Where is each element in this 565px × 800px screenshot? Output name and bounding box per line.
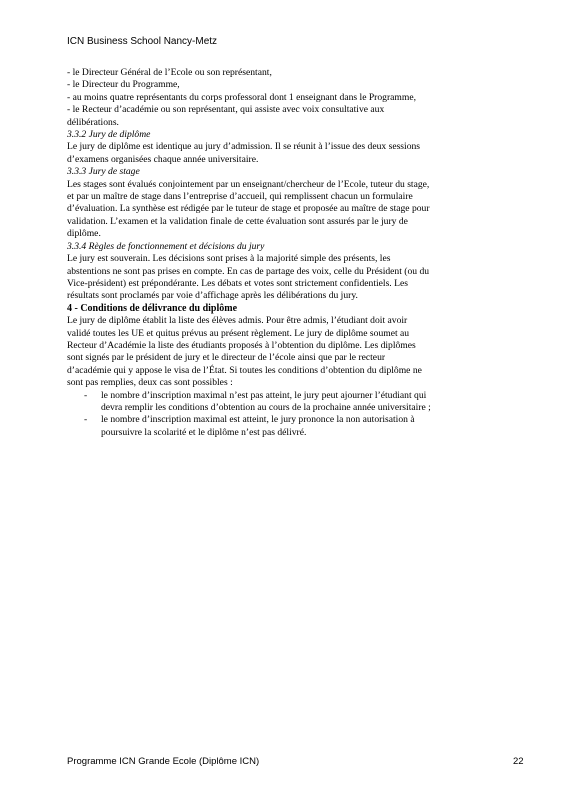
text-line: Le jury de diplôme est identique au jury d’admission. Il se réunit à l’issue des deux sessions	[67, 141, 421, 153]
text-line: sont signés par le président de jury et le directeur de l’école ainsi que par le recteur	[67, 352, 386, 364]
list-item: délibérations.	[67, 116, 119, 128]
bullet-item	[67, 414, 497, 439]
section-heading-4: 4 - Conditions de délivrance du diplôme	[67, 302, 238, 314]
text-line: d’académie qui y appose le visa de l’État. Si toutes les conditions d’obtention du diplôme ne	[67, 364, 422, 376]
footer-program-title: Programme ICN Grande Ecole (Diplôme ICN)	[67, 756, 260, 767]
page-number: 22	[513, 756, 524, 767]
list-item: - le Directeur du Programme,	[67, 79, 180, 91]
text-line: d’évaluation. La synthèse est rédigée par le tuteur de stage et proposée au maître de stage pour	[67, 203, 430, 215]
section-heading-333: 3.3.3 Jury de stage	[67, 166, 140, 178]
text-line: validé toutes les UE et quitus prévus au présent règlement. Le jury de diplôme soumet au	[67, 327, 410, 339]
section-body-334	[67, 253, 497, 303]
section-heading-334: 3.3.4 Règles de fonctionnement et décisions du jury	[67, 240, 265, 252]
text-line: devra remplir les conditions d’obtention au cours de la prochaine année universitaire ;	[101, 401, 431, 413]
text-line: Le jury de diplôme établit la liste des élèves admis. Pour être admis, l’étudiant doit avoir	[67, 315, 408, 327]
jury-members-list	[67, 67, 497, 129]
section-heading-332: 3.3.2 Jury de diplôme	[67, 129, 151, 141]
conditions-bullet-list	[67, 390, 497, 440]
text-line: Vice-président) est prépondérante. Les débats et votes sont strictement confidentiels. Les	[67, 277, 408, 289]
text-line: validation. L’examen et la validation finale de cette évaluation sont assurés par le jury de	[67, 215, 408, 227]
text-line: poursuivre la scolarité et le diplôme n’est pas délivré.	[101, 426, 307, 438]
text-line: Recteur d’Académie la liste des étudiants proposés à l’obtention du diplôme. Les diplômes	[67, 339, 416, 351]
bullet-dash: -	[84, 389, 88, 401]
text-line: résultats sont proclamés par voie d’affichage après les délibérations du jury.	[67, 290, 358, 302]
list-item: - le Directeur Général de l’Ecole ou son représentant,	[67, 67, 272, 78]
bullet-dash: -	[84, 414, 88, 426]
page-header: ICN Business School Nancy-Metz	[67, 36, 218, 47]
section-body-4	[67, 315, 497, 389]
list-item: - au moins quatre représentants du corps professoral dont 1 enseignant dans le Programme,	[67, 91, 417, 103]
text-line: et par un maître de stage dans l’entreprise d’accueil, qui remplissent chacun un formulaire	[67, 191, 413, 203]
text-line: d’examens organisées chaque année universitaire.	[67, 153, 259, 165]
text-line: Le jury est souverain. Les décisions sont prises à la majorité simple des présents, les	[67, 253, 391, 265]
section-body-332	[67, 141, 497, 166]
text-line: le nombre d’inscription maximal est atteint, le jury prononce la non autorisation à	[101, 414, 415, 426]
text-line: abstentions ne sont pas prises en compte. En cas de partage des voix, celle du Président (ou du	[67, 265, 430, 277]
text-line: diplôme.	[67, 228, 101, 240]
bullet-item	[67, 390, 497, 415]
list-item: - le Recteur d’académie ou son représentant, qui assiste avec voix consultative aux	[67, 104, 385, 116]
text-line: Les stages sont évalués conjointement par un enseignant/chercheur de l’Ecole, tuteur du stage,	[67, 178, 430, 190]
text-line: le nombre d’inscription maximal n’est pas atteint, le jury peut ajourner l’étudiant qui	[101, 389, 427, 401]
section-body-333	[67, 179, 497, 241]
page-content	[67, 67, 497, 439]
text-line: sont pas remplies, deux cas sont possibles :	[67, 377, 233, 389]
